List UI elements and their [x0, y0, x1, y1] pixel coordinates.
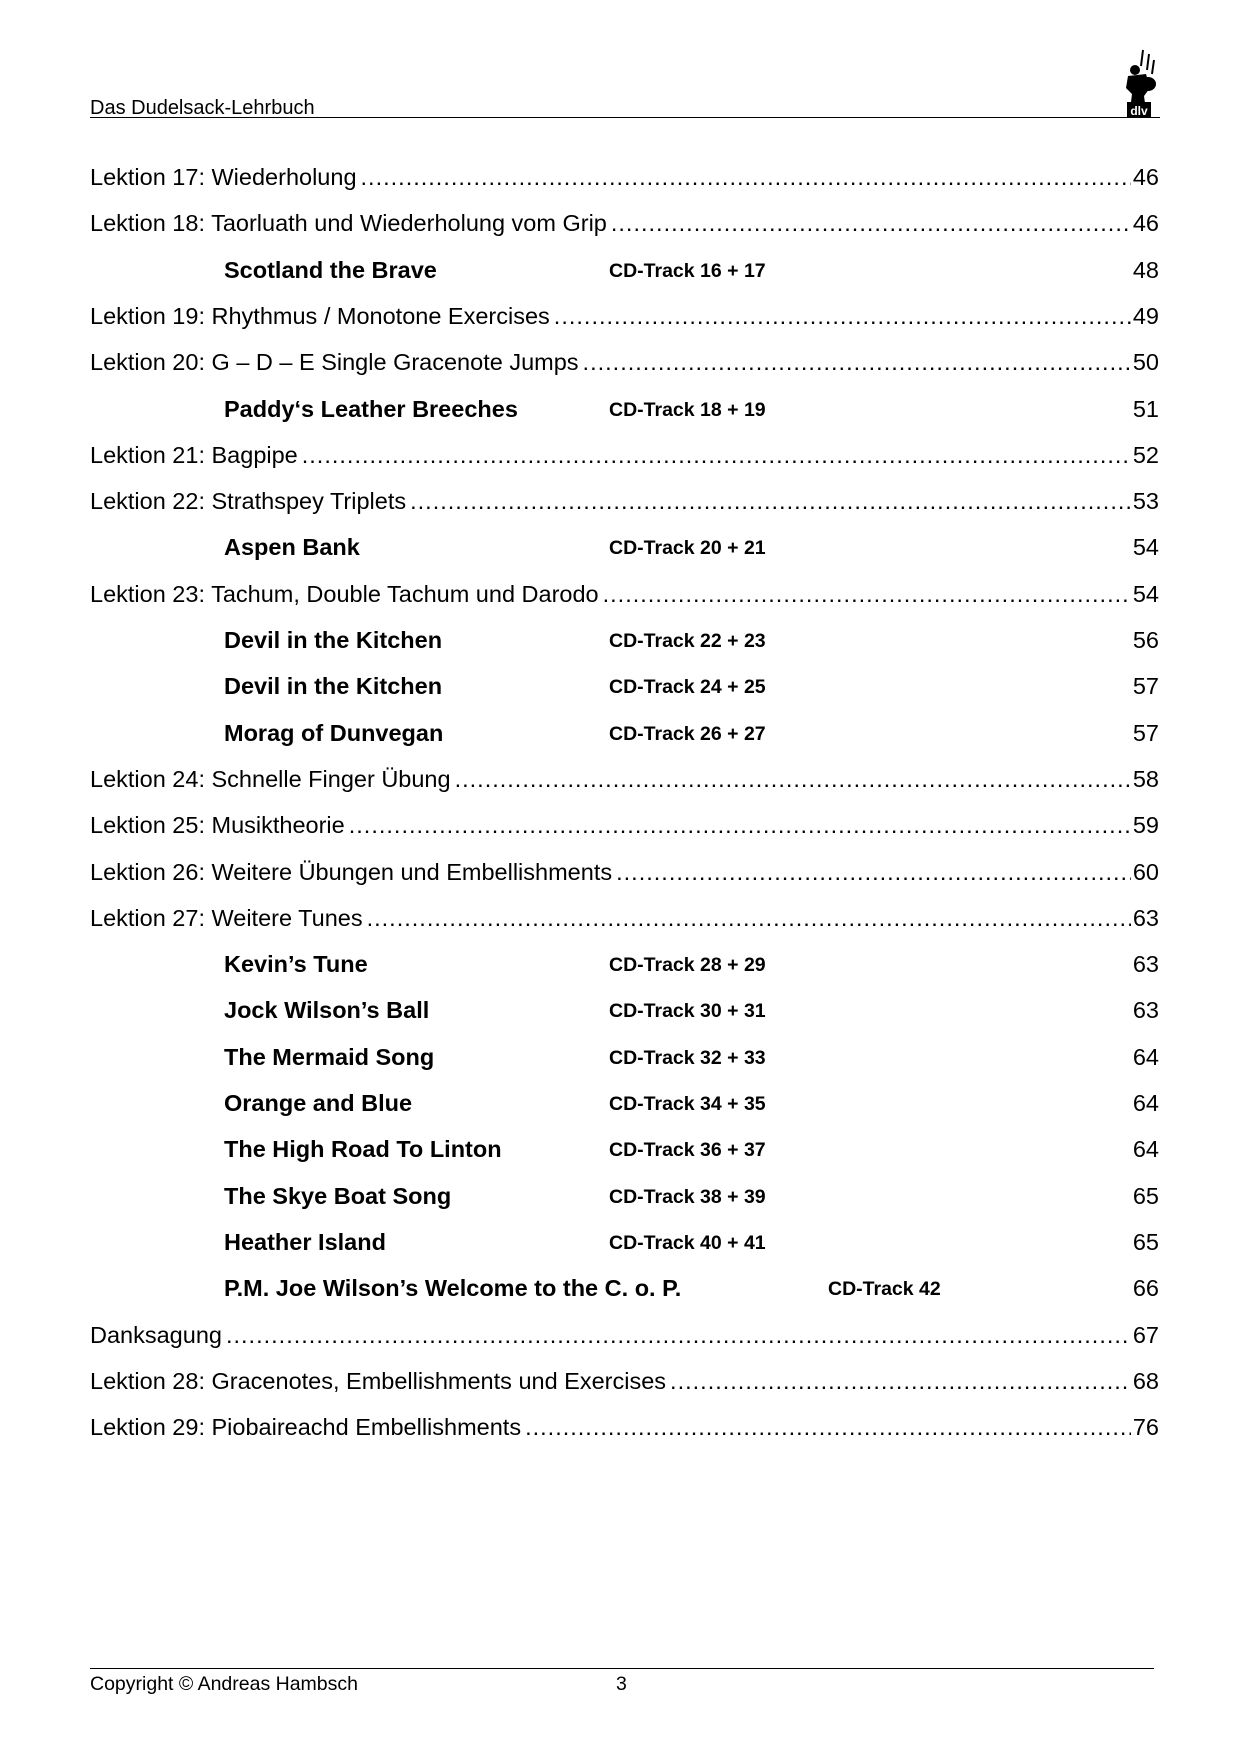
- bagpiper-logo: [1116, 48, 1164, 120]
- toc-page-number: 52: [1132, 442, 1159, 468]
- toc-tune-entry: [224, 995, 1159, 1025]
- cd-track-label: CD-Track 36 + 37: [609, 1139, 766, 1161]
- toc-entry-title: Lektion 27: Weitere Tunes: [90, 905, 363, 931]
- toc-entry-title: Lektion 18: Taorluath und Wiederholung vom Grip: [90, 210, 607, 236]
- tune-title: Paddy‘s Leather Breeches: [224, 396, 518, 422]
- toc-lesson-entry: [90, 208, 1159, 238]
- toc-page-number: 50: [1132, 349, 1159, 375]
- header-divider: [90, 117, 1160, 118]
- cd-track-label: CD-Track 38 + 39: [609, 1186, 766, 1208]
- tune-title: Kevin’s Tune: [224, 951, 368, 977]
- tune-title: The Mermaid Song: [224, 1044, 435, 1070]
- toc-page-number: 76: [1132, 1414, 1159, 1440]
- toc-tune-entry: [224, 1227, 1159, 1257]
- toc-tune-entry: [224, 1134, 1159, 1164]
- cd-track-label: CD-Track 30 + 31: [609, 1000, 766, 1022]
- dot-leader: [367, 903, 1131, 933]
- toc-page-number: 51: [1132, 396, 1159, 422]
- toc-entry-title: Danksagung: [90, 1322, 222, 1348]
- toc-page-number: 66: [1132, 1275, 1159, 1301]
- toc-page-number: 60: [1132, 859, 1159, 885]
- toc-page-number: 46: [1132, 164, 1159, 190]
- tune-title: Devil in the Kitchen: [224, 627, 443, 653]
- toc-entry-title: Lektion 22: Strathspey Triplets: [90, 488, 407, 514]
- cd-track-label: CD-Track 28 + 29: [609, 954, 766, 976]
- toc-entry-title: Lektion 25: Musiktheorie: [90, 812, 345, 838]
- toc-page-number: 53: [1132, 488, 1159, 514]
- footer-copyright: Copyright © Andreas Hambsch: [90, 1673, 358, 1695]
- toc-page-number: 54: [1132, 581, 1159, 607]
- toc-tune-entry: [224, 1042, 1159, 1072]
- toc-entry-title: Lektion 28: Gracenotes, Embellishments und Exercises: [90, 1368, 667, 1394]
- toc-page-number: 59: [1132, 812, 1159, 838]
- toc-tune-entry: [224, 1181, 1159, 1211]
- toc-lesson-entry: [90, 579, 1159, 609]
- dot-leader: [525, 1412, 1131, 1442]
- toc-tune-entry: [224, 718, 1159, 748]
- toc-page-number: 67: [1132, 1322, 1159, 1348]
- toc-entry-title: Lektion 24: Schnelle Finger Übung: [90, 766, 451, 792]
- toc-lesson-entry: [90, 857, 1159, 887]
- cd-track-label: CD-Track 32 + 33: [609, 1047, 766, 1069]
- toc-tune-entry: [224, 949, 1159, 979]
- toc-lesson-entry: [90, 301, 1159, 331]
- tune-title: Aspen Bank: [224, 534, 360, 560]
- tune-title: Orange and Blue: [224, 1090, 413, 1116]
- dot-leader: [583, 347, 1131, 377]
- toc-entry-title: Lektion 17: Wiederholung: [90, 164, 357, 190]
- toc-page-number: 49: [1132, 303, 1159, 329]
- toc-entry-title: Lektion 19: Rhythmus / Monotone Exercises: [90, 303, 550, 329]
- tune-title: Devil in the Kitchen: [224, 673, 443, 699]
- footer-page-number: 3: [616, 1673, 627, 1695]
- toc-lesson-entry: [90, 162, 1159, 192]
- toc-entry-title: Lektion 21: Bagpipe: [90, 442, 298, 468]
- toc-page-number: 64: [1132, 1090, 1159, 1116]
- logo-text: dlv: [1130, 104, 1148, 118]
- dot-leader: [603, 579, 1131, 609]
- toc-page-number: 65: [1132, 1183, 1159, 1209]
- toc-page-number: 65: [1132, 1229, 1159, 1255]
- toc-lesson-entry: [90, 486, 1159, 516]
- dot-leader: [455, 764, 1131, 794]
- cd-track-label: CD-Track 34 + 35: [609, 1093, 766, 1115]
- toc-tune-entry: [224, 255, 1159, 285]
- tune-title: Heather Island: [224, 1229, 386, 1255]
- toc-lesson-entry: [90, 810, 1159, 840]
- toc-page-number: 68: [1132, 1368, 1159, 1394]
- toc-entry-title: Lektion 23: Tachum, Double Tachum und Darodo: [90, 581, 599, 607]
- toc-entry-title: Lektion 29: Piobaireachd Embellishments: [90, 1414, 522, 1440]
- tune-title: Scotland the Brave: [224, 257, 437, 283]
- cd-track-label: CD-Track 18 + 19: [609, 399, 766, 421]
- toc-page-number: 56: [1132, 627, 1159, 653]
- tune-title: Jock Wilson’s Ball: [224, 997, 430, 1023]
- toc-page-number: 54: [1132, 534, 1159, 560]
- cd-track-label: CD-Track 20 + 21: [609, 537, 766, 559]
- tune-title: P.M. Joe Wilson’s Welcome to the C. o. P.: [224, 1275, 682, 1301]
- cd-track-label: CD-Track 40 + 41: [609, 1232, 766, 1254]
- dot-leader: [616, 857, 1131, 887]
- toc-lesson-entry: [90, 764, 1159, 794]
- cd-track-label: CD-Track 24 + 25: [609, 676, 766, 698]
- toc-tune-entry: [224, 394, 1159, 424]
- toc-lesson-entry: [90, 440, 1159, 470]
- tune-title: The Skye Boat Song: [224, 1183, 452, 1209]
- toc-page-number: 46: [1132, 210, 1159, 236]
- cd-track-label: CD-Track 26 + 27: [609, 723, 766, 745]
- toc-lesson-entry: [90, 1320, 1159, 1350]
- toc-entry-title: Lektion 20: G – D – E Single Gracenote Jumps: [90, 349, 579, 375]
- toc-lesson-entry: [90, 347, 1159, 377]
- toc-lesson-entry: [90, 903, 1159, 933]
- toc-page-number: 64: [1132, 1136, 1159, 1162]
- dot-leader: [554, 301, 1131, 331]
- toc-page-number: 58: [1132, 766, 1159, 792]
- dot-leader: [670, 1366, 1131, 1396]
- cd-track-label: CD-Track 16 + 17: [609, 260, 766, 282]
- toc-page-number: 48: [1132, 257, 1159, 283]
- toc-page-number: 63: [1132, 997, 1159, 1023]
- toc-page-number: 57: [1132, 720, 1159, 746]
- dot-leader: [302, 440, 1131, 470]
- toc-tune-entry: [224, 625, 1159, 655]
- cd-track-label: CD-Track 42: [828, 1278, 941, 1300]
- toc-lesson-entry: [90, 1366, 1159, 1396]
- toc-page-number: 63: [1132, 905, 1159, 931]
- toc-page-number: 63: [1132, 951, 1159, 977]
- toc-tune-entry: [224, 1273, 1159, 1303]
- toc-tune-entry: [224, 671, 1159, 701]
- toc-entry-title: Lektion 26: Weitere Übungen und Embellishments: [90, 859, 613, 885]
- toc-tune-entry: [224, 1088, 1159, 1118]
- toc-lesson-entry: [90, 1412, 1159, 1442]
- dot-leader: [226, 1320, 1131, 1350]
- dot-leader: [611, 208, 1131, 238]
- cd-track-label: CD-Track 22 + 23: [609, 630, 766, 652]
- header-title: Das Dudelsack-Lehrbuch: [90, 97, 315, 119]
- tune-title: The High Road To Linton: [224, 1136, 502, 1162]
- toc-page-number: 64: [1132, 1044, 1159, 1070]
- toc-page-number: 57: [1132, 673, 1159, 699]
- dot-leader: [361, 162, 1131, 192]
- dot-leader: [349, 810, 1131, 840]
- footer-divider: [90, 1668, 1154, 1669]
- dot-leader: [410, 486, 1131, 516]
- tune-title: Morag of Dunvegan: [224, 720, 444, 746]
- toc-tune-entry: [224, 532, 1159, 562]
